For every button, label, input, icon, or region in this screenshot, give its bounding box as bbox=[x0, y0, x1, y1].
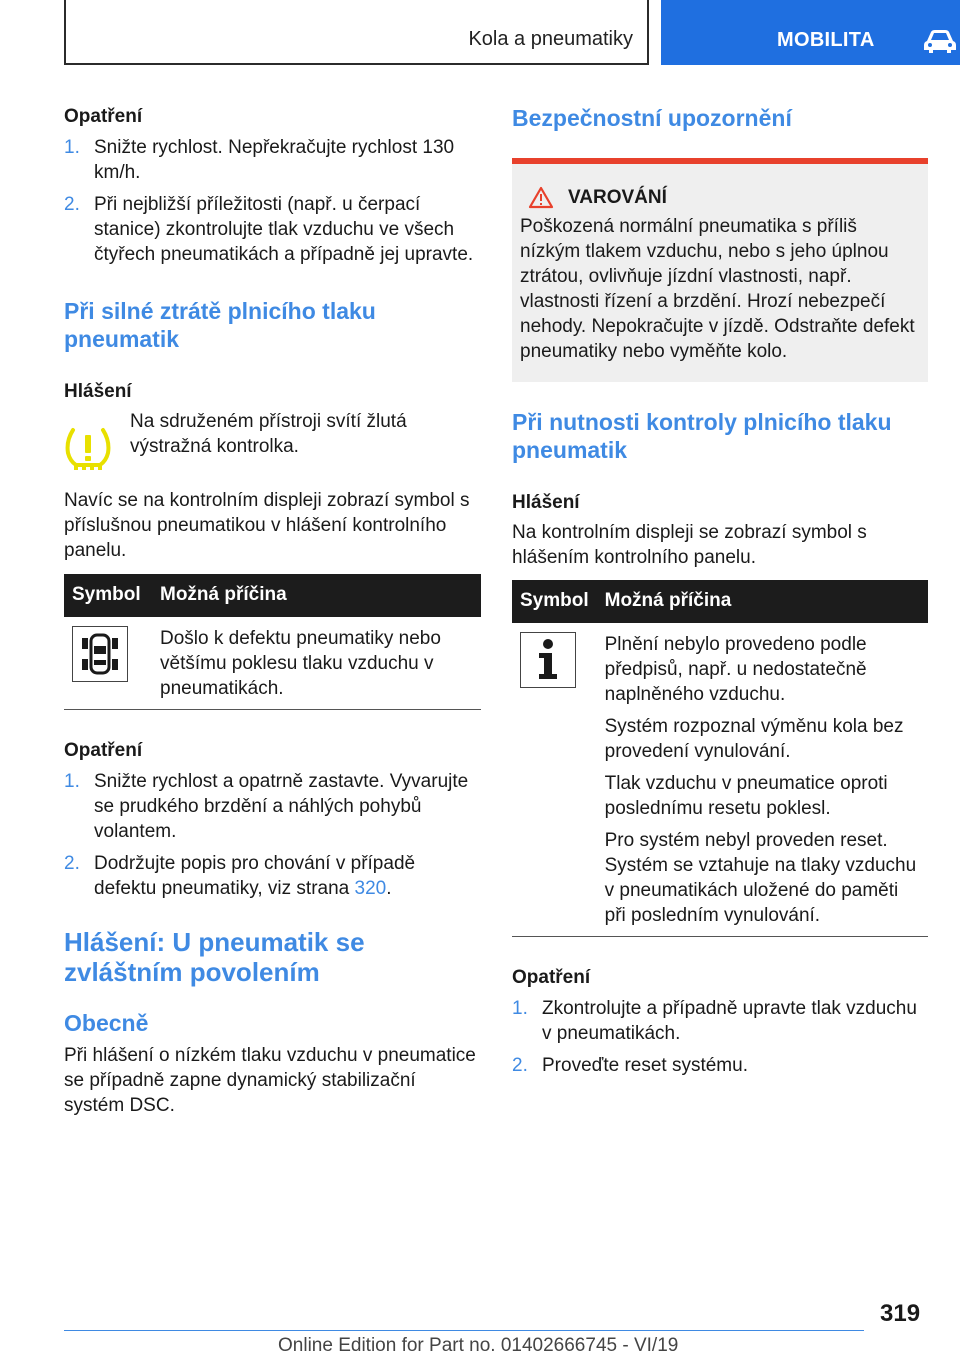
footer-divider bbox=[64, 1330, 864, 1331]
message-text: Na kontrolním displeji se zobrazí symbol s hlášením kontrolního panelu. bbox=[512, 522, 867, 568]
list-item: 1. Snižte rychlost a opatrně zastavte. Vyvarujte se prudkého brzdění a náhlých pohybů volantem. bbox=[64, 771, 469, 842]
general-text: Při hlášení o nízkém tlaku vzduchu v pneumatice se případně zapne dynamický stabilizační systém DSC. bbox=[64, 1045, 476, 1116]
info-symbol bbox=[520, 632, 576, 688]
warning-text: Poškozená normální pneumatika s příliš nízkým tlakem vzduchu, nebo s jeho úplnou ztrátou, ovlivňuje jízdní vlastnosti, např. vlastnosti řízení a brzdění. Hrozí nebezpečí nehody. Nepokračujte v jízdě. Odstraňte defekt pneumatiky nebo vyměňte kolo. bbox=[520, 216, 915, 362]
cause-text: Tlak vzduchu v pneumatice oproti poslednímu resetu poklesl. bbox=[604, 773, 888, 819]
col-cause: Možná příčina bbox=[597, 580, 928, 623]
section-heading: Bezpečnostní upozornění bbox=[512, 105, 792, 131]
info-icon bbox=[533, 638, 563, 682]
header-section-box bbox=[64, 0, 649, 65]
display-text: Navíc se na kontrolním displeji zobrazí symbol s příslušnou pneumatikou v hlášení kontrolního panelu. bbox=[64, 490, 470, 561]
measures-label: Opatření bbox=[64, 106, 143, 127]
list-item: 2. Proveďte reset systému. bbox=[512, 1055, 748, 1076]
car-icon bbox=[923, 28, 957, 54]
table-row bbox=[64, 617, 481, 710]
warning-title-row bbox=[520, 186, 918, 209]
page-number: 319 bbox=[880, 1300, 921, 1327]
measures-list bbox=[64, 769, 481, 901]
cause-cell: Došlo k defektu pneumatiky nebo většímu poklesu tlaku vzduchu v pneumatikách. bbox=[152, 617, 481, 710]
warning-box bbox=[512, 158, 928, 382]
page-link[interactable]: 320 bbox=[354, 878, 387, 899]
car-top-view-icon bbox=[78, 632, 122, 676]
symbol-table bbox=[512, 580, 928, 937]
section-heading: Při silné ztrátě plnicího tlaku pneumatik bbox=[64, 298, 376, 352]
header-section-title: Kola a pneumatiky bbox=[468, 28, 633, 50]
section-heading: Hlášení: U pneumatik se zvláštním povolením bbox=[64, 927, 365, 987]
tire-pressure-warning-icon bbox=[64, 427, 112, 471]
table-row bbox=[512, 623, 928, 937]
section-heading: Při nutnosti kontroly plnicího tlaku pneumatik bbox=[512, 409, 892, 463]
list-item: 2. Při nejbližší příležitosti (např. u čerpací stanice) zkontrolujte tlak vzduchu ve všech čtyřech pneumatikách a případně jej upravte. bbox=[64, 194, 474, 265]
right-column bbox=[512, 102, 928, 1078]
indicator-text: Na sdruženém přístroji svítí žlutá výstražná kontrolka. bbox=[130, 411, 407, 457]
cause-text: Plnění nebylo provedeno podle předpisů, např. u nedostatečně naplněného vzduchu. bbox=[604, 634, 867, 705]
table-header bbox=[512, 580, 928, 623]
left-column bbox=[64, 102, 481, 1118]
cause-text: Pro systém nebyl proveden reset. Systém se vztahuje na tlaky vzduchu v pneumatikách uložené do paměti při posledním vynulování. bbox=[604, 830, 917, 926]
list-item: 2. Dodržujte popis pro chování v případě defektu pneumatiky, viz strana 320. bbox=[64, 853, 416, 899]
list-item: 1. Snižte rychlost. Nepřekračujte rychlost 130 km/h. bbox=[64, 137, 455, 183]
indicator-symbol bbox=[64, 409, 130, 476]
warning-triangle-icon bbox=[528, 186, 554, 209]
measures-label: Opatření bbox=[64, 740, 143, 761]
table-header bbox=[64, 574, 481, 617]
tire-defect-symbol bbox=[72, 626, 128, 682]
list-item: 1. Zkontrolujte a případně upravte tlak vzduchu v pneumatikách. bbox=[512, 998, 917, 1044]
cause-text: Systém rozpoznal výměnu kola bez provedení vynulování. bbox=[604, 716, 904, 762]
header-chapter-title: MOBILITA bbox=[777, 29, 875, 51]
col-cause: Možná příčina bbox=[152, 574, 481, 617]
header-chapter-tab[interactable] bbox=[661, 0, 960, 65]
message-label: Hlášení bbox=[64, 381, 132, 402]
footer-edition: Online Edition for Part no. 01402666745 - VI/19 bbox=[278, 1335, 679, 1356]
indicator-row bbox=[64, 409, 481, 476]
measures-list bbox=[512, 996, 928, 1078]
measures-list bbox=[64, 135, 481, 267]
message-label: Hlášení bbox=[512, 492, 580, 513]
warning-title: VAROVÁNÍ bbox=[568, 186, 667, 208]
subsection-heading: Obecně bbox=[64, 1010, 149, 1036]
measures-label: Opatření bbox=[512, 967, 591, 988]
col-symbol: Symbol bbox=[512, 580, 597, 623]
symbol-table bbox=[64, 574, 481, 710]
col-symbol: Symbol bbox=[64, 574, 152, 617]
